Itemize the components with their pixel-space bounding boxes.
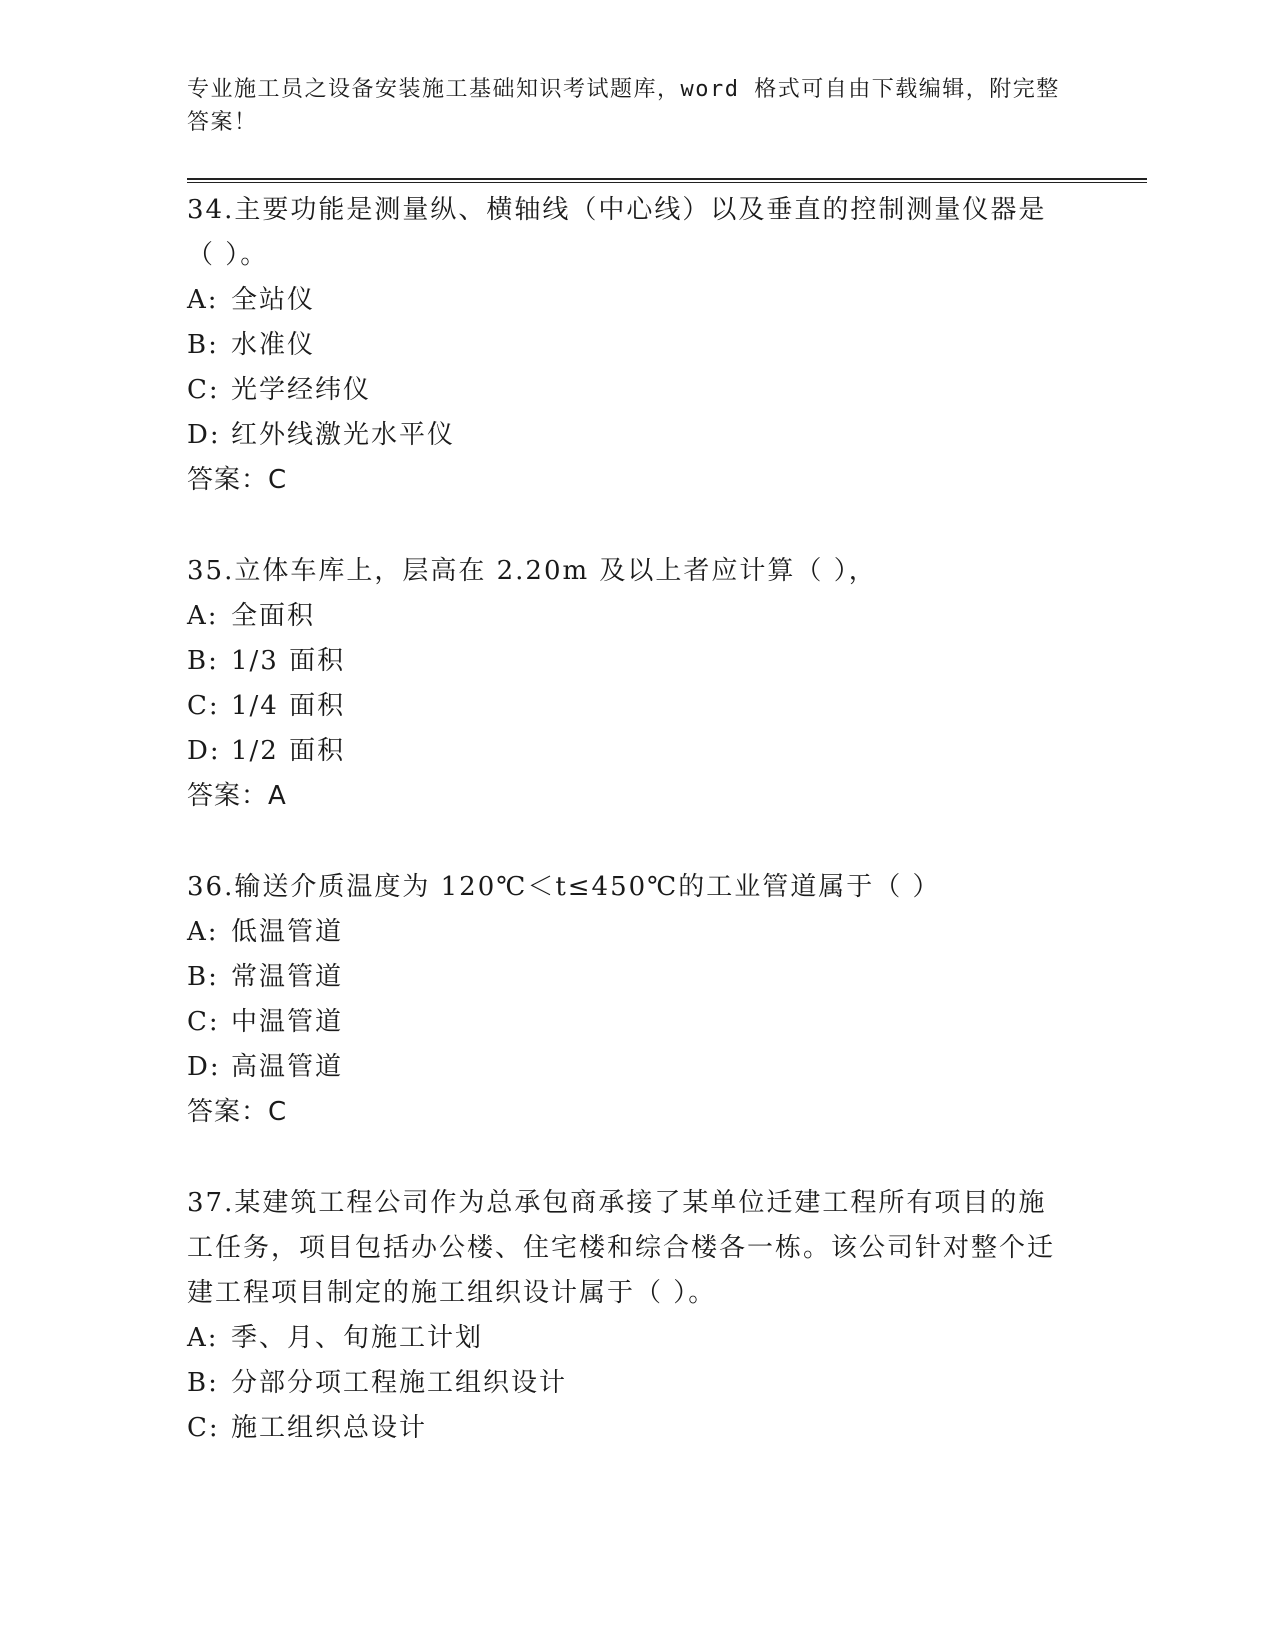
option-text: 分部分项工程施工组织设计	[231, 1368, 568, 1398]
header-divider	[187, 178, 1147, 183]
option-b	[187, 323, 1067, 368]
option-text: 1/3 面积	[231, 646, 346, 676]
option-a	[187, 910, 1067, 955]
option-text: 高温管道	[231, 1052, 344, 1082]
question-35	[187, 549, 1067, 819]
option-text: 中温管道	[231, 1007, 344, 1037]
option-text: 全站仪	[231, 285, 316, 315]
question-36	[187, 865, 1067, 1135]
answer-label: 答案：C	[187, 465, 288, 495]
question-stem: 36.输送介质温度为 120℃＜t≤450℃的工业管道属于（ ）	[187, 872, 941, 902]
answer-label: 答案：A	[187, 781, 287, 811]
option-c	[187, 1406, 1067, 1451]
option-c	[187, 684, 1067, 729]
option-letter: C:	[187, 375, 220, 405]
option-letter: D:	[187, 736, 221, 766]
option-c	[187, 368, 1067, 413]
option-letter: C:	[187, 1007, 220, 1037]
option-a	[187, 1316, 1067, 1361]
option-letter: A:	[187, 1323, 219, 1353]
question-stem: 35.立体车库上，层高在 2.20m 及以上者应计算（ ），	[187, 556, 877, 586]
question-37	[187, 1181, 1067, 1451]
question-list	[187, 188, 1067, 1497]
option-text: 全面积	[231, 601, 316, 631]
question-34	[187, 188, 1067, 503]
question-stem: 34.主要功能是测量纵、横轴线（中心线）以及垂直的控制测量仪器是（ ）。	[187, 195, 1047, 270]
option-letter: B:	[187, 646, 219, 676]
option-text: 水准仪	[231, 330, 316, 360]
document-page	[187, 0, 1147, 1650]
option-d	[187, 1045, 1067, 1090]
question-stem: 37.某建筑工程公司作为总承包商承接了某单位迁建工程所有项目的施工任务，项目包括办公楼、住宅楼和综合楼各一栋。该公司针对整个迁建工程项目制定的施工组织设计属于（ ）。	[187, 1188, 1056, 1308]
option-b	[187, 639, 1067, 684]
option-b	[187, 1361, 1067, 1406]
option-letter: B:	[187, 330, 219, 360]
option-text: 季、月、旬施工计划	[231, 1323, 484, 1353]
option-letter: A:	[187, 285, 219, 315]
option-c	[187, 1000, 1067, 1045]
option-letter: B:	[187, 1368, 219, 1398]
option-text: 红外线激光水平仪	[231, 420, 456, 450]
option-d	[187, 413, 1067, 458]
option-text: 光学经纬仪	[231, 375, 372, 405]
option-a	[187, 594, 1067, 639]
option-text: 施工组织总设计	[231, 1413, 428, 1443]
option-letter: A:	[187, 601, 219, 631]
option-text: 1/4 面积	[231, 691, 346, 721]
option-text: 1/2 面积	[231, 736, 346, 766]
option-letter: D:	[187, 420, 221, 450]
option-d	[187, 729, 1067, 774]
option-letter: A:	[187, 917, 219, 947]
option-text: 常温管道	[231, 962, 344, 992]
option-letter: C:	[187, 1413, 220, 1443]
option-letter: B:	[187, 962, 219, 992]
option-letter: D:	[187, 1052, 221, 1082]
option-text: 低温管道	[231, 917, 344, 947]
answer-label: 答案：C	[187, 1097, 288, 1127]
document-header: 专业施工员之设备安装施工基础知识考试题库，word 格式可自由下载编辑，附完整答案！	[187, 77, 1060, 135]
option-letter: C:	[187, 691, 220, 721]
option-b	[187, 955, 1067, 1000]
option-a	[187, 278, 1067, 323]
